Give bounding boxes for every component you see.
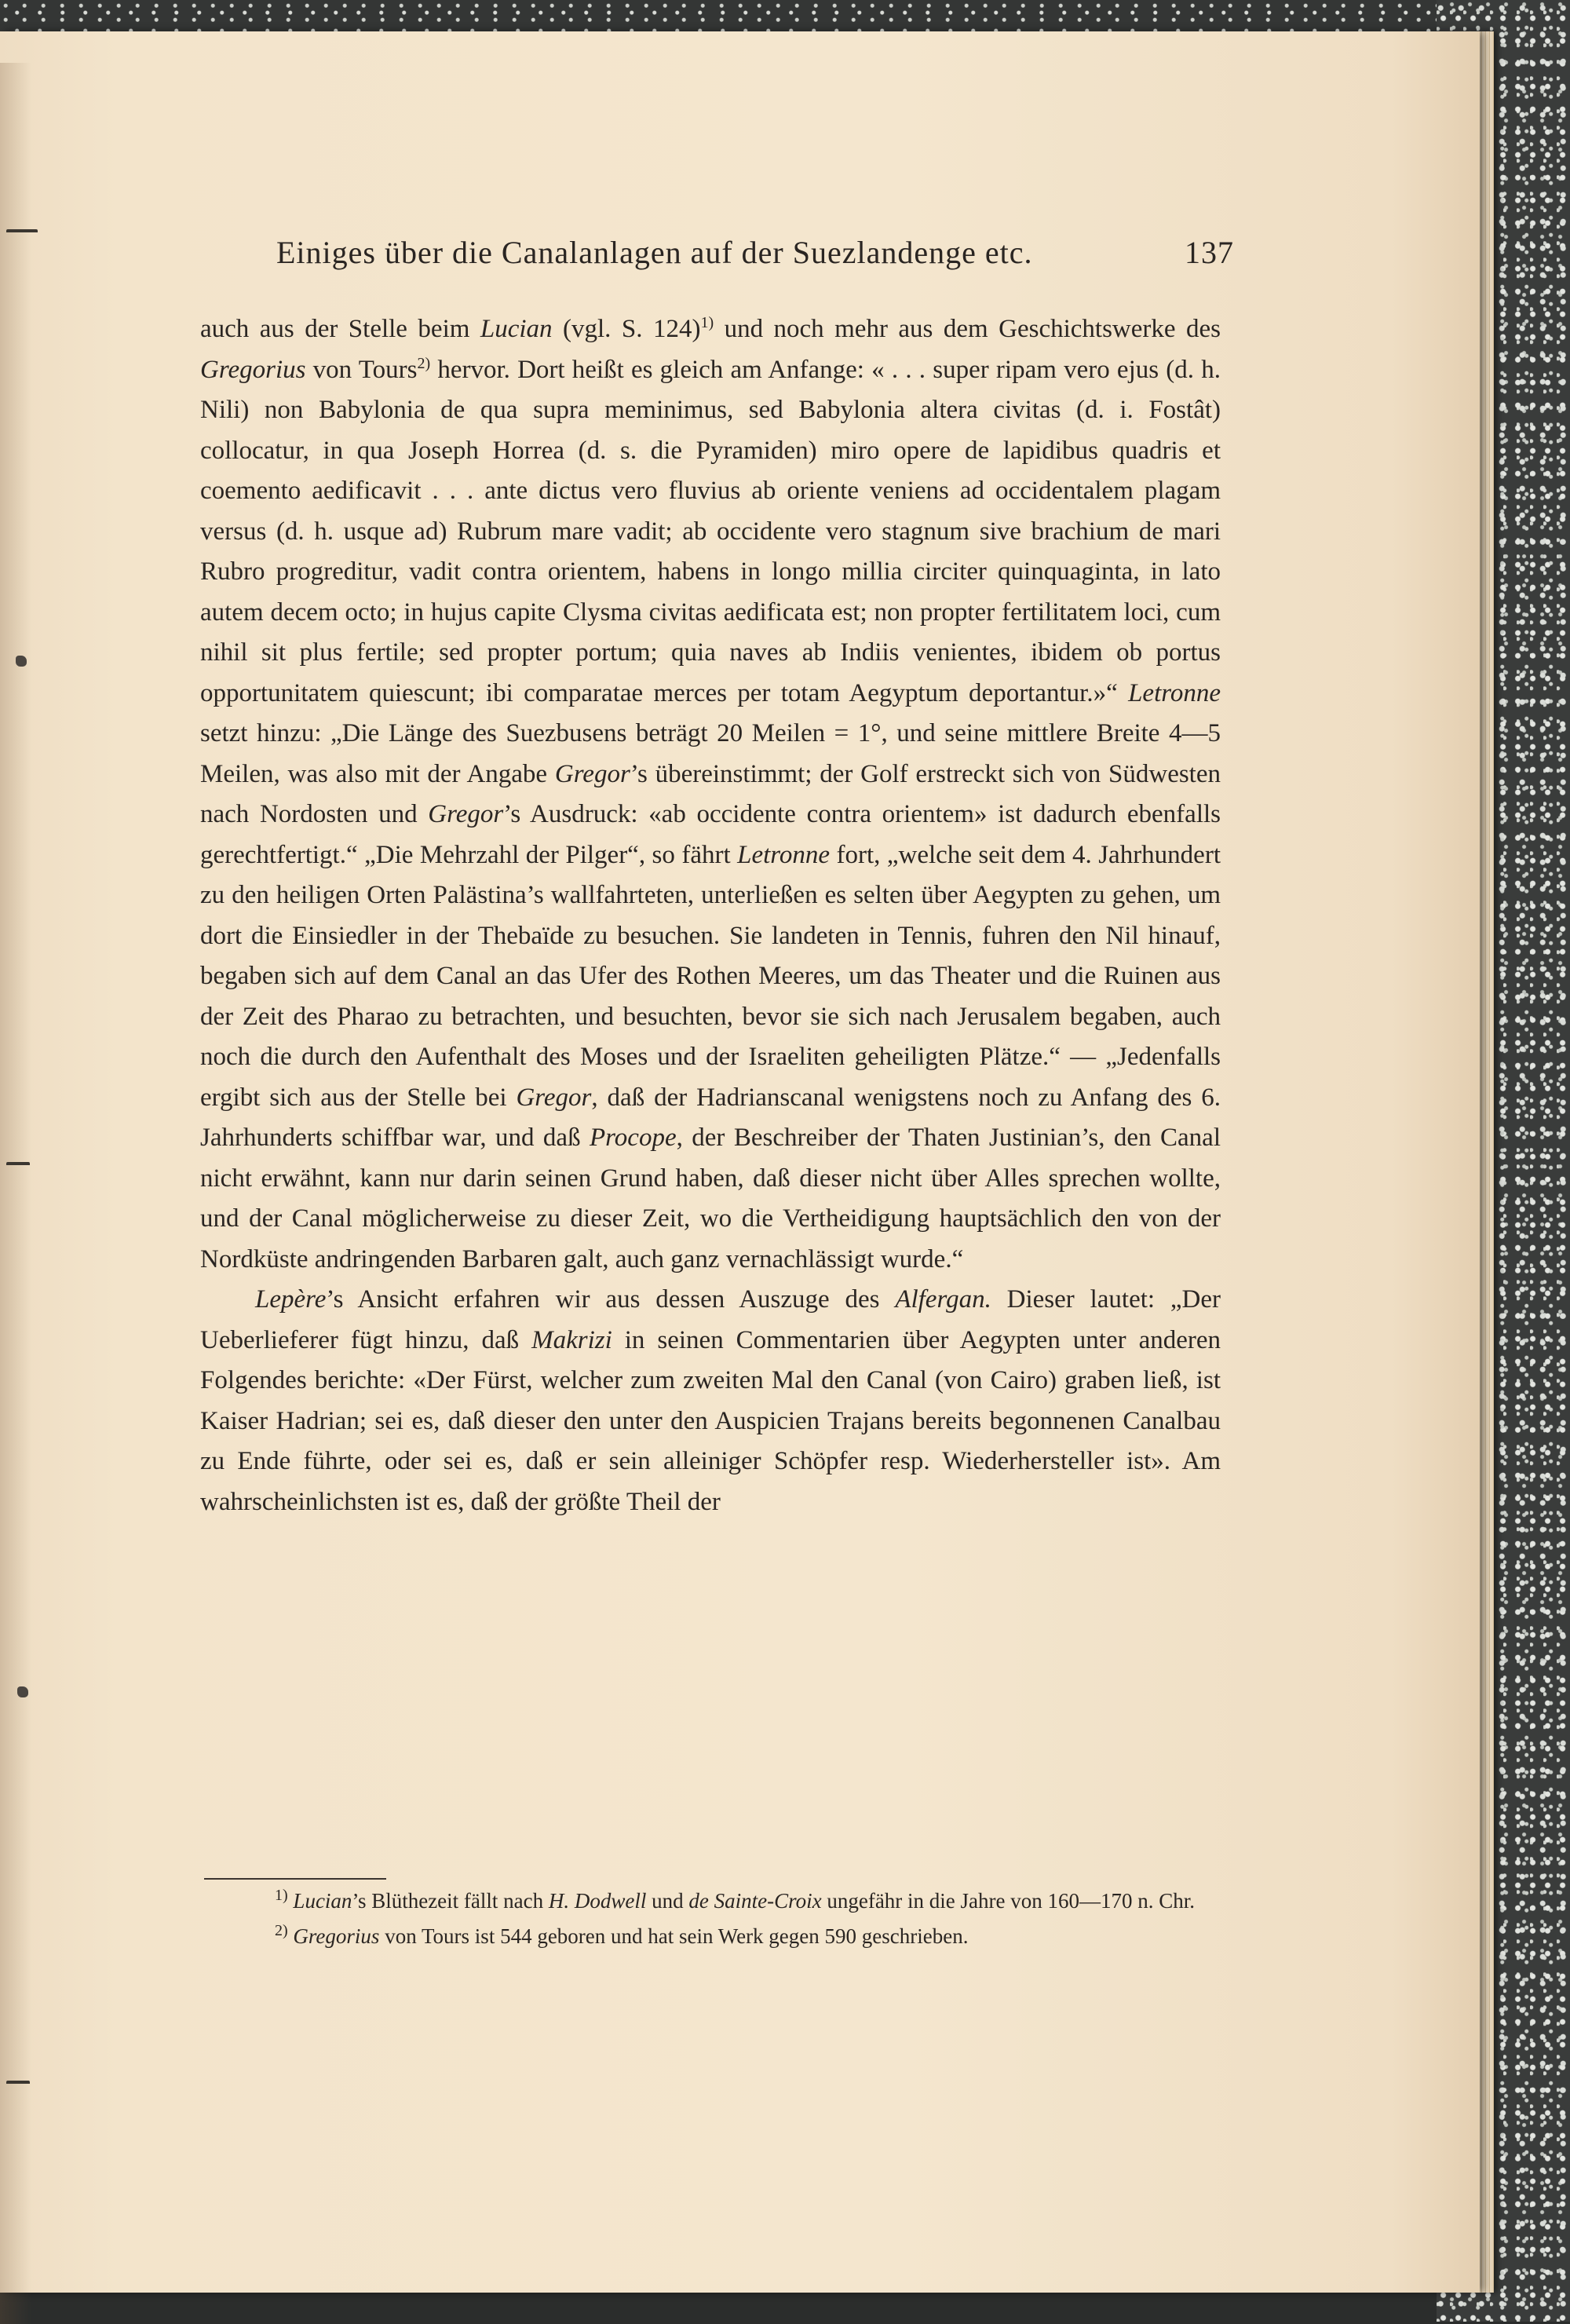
paragraph: auch aus der Stelle beim Lucian (vgl. S. 124)$^{1)}$ und noch mehr aus dem Geschichtswerke des Gregorius von Tours$^{2)}$ hervor. Dort heißt es gleich am Anfange: « . . . super ripam vero ejus (d. h. Nili) non Babylonia de qua supra meminimus, sed Babylonia altera civitas (d. i. Fostât) collocatur, in qua Joseph Horrea (d. s. die Pyramiden) miro opere de lapidibus quadris et coemento aedificavit . . . ante dictus vero fluvius ab oriente veniens ad occidentalem plagam versus (d. h. usque ad) Rubrum mare vadit; ab occidente vero stagnum sive brachium de mari Rubro progreditur, vadit contra orientem, habens in longo millia circiter quinquaginta, in lato autem decem octo; in hujus capite Clysma civitas aedificata est; non propter fertilitatem loci, cum nihil sit plus fertile; sed propter portum; quia naves ab Indiis venientes, ibidem ob portus opportunitatem quiescunt; ibi comparatae merces per totam Aegyptum deportantur.»“ Letronne setzt hinzu: „Die Länge des Suezbusens beträgt 20 Meilen = 1°, und seine mittlere Breite 4—5 Meilen, was also mit der Angabe Gregor’s übereinstimmt; der Golf erstreckt sich von Südwesten nach Nordosten und Gregor’s Ausdruck: «ab occidente contra orientem» ist dadurch ebenfalls gerechtfertigt.“ „Die Mehrzahl der Pilger“, so fährt Letronne fort, „welche seit dem 4. Jahrhundert zu den heiligen Orten Palästina’s wallfahrteten, unterließen es selten über Aegypten zu gehen, um dort die Einsiedler in der Thebaïde zu besuchen. Sie landeten in Tennis, fuhren den Nil hinauf, begaben sich auf dem Canal an das Ufer des Rothen Meeres, um das Theater und die Ruinen aus der Zeit des Pharao zu betrachten, und besuchten, bevor sie sich nach Jerusalem begaben, auch noch die durch den Aufenthalt des Moses und der Israeliten geheiligten Plätze.“ — „Jedenfalls ergibt sich aus der Stelle bei Gregor, daß der Hadrianscanal wenigstens noch zu Anfang des 6. Jahrhunderts schiffbar war, und daß Procope, der Beschreiber der Thaten Justinian’s, den Canal nicht erwähnt, kann nur darin seinen Grund haben, daß dieser nicht über Alles sprechen wollte, und der Canal möglicherweise zu dieser Zeit, wo die Vertheidigung hauptsächlich den von der Nordküste andringenden Barbaren galt, auch ganz vernachlässigt wurde.“ <box>200 314 1221 1273</box>
page-edge <box>1480 31 1494 2293</box>
footnote-1: $^{1)}$ Lucian’s Blüthezeit fällt nach H. Dodwell und de Sainte-Croix ungefähr in die Jahre von 160—170 n. Chr. <box>275 1887 1196 1913</box>
running-header <box>276 234 1234 271</box>
binding-stitch <box>6 229 38 237</box>
binding-stitch <box>6 1162 30 1170</box>
footnote-ref: 2) <box>417 354 431 372</box>
footnote-ref: 1) <box>700 314 714 331</box>
running-head-title: Einiges über die Canalanlagen auf der Suezlandenge etc. <box>276 235 1033 270</box>
binding-mark <box>17 1686 28 1697</box>
footnotes <box>203 1887 1223 1953</box>
page-gutter-shadow <box>0 63 31 2324</box>
paragraph: Lepère’s Ansicht erfahren wir aus dessen Auszuge des Alfergan. Dieser lautet: „Der Ueberlieferer fügt hinzu, daß Makrizi in seinen Commentarien über Aegypten unter anderen Folgendes berichte: «Der Fürst, welcher zum zweiten Mal den Canal (von Cairo) graben ließ, ist Kaiser Hadrian; sei es, daß dieser den unter den Auspicien Trajans bereits begonnenen Canalbau zu Ende führte, oder sei es, daß er sein alleiniger Schöpfer resp. Wiederhersteller ist». Am wahrscheinlichsten ist es, daß der größte Theil der <box>200 1285 1221 1516</box>
binding-mark <box>16 656 27 667</box>
footnote-2: $^{2)}$ Gregorius von Tours ist 544 geboren und hat sein Werk gegen 590 geschrieben. <box>275 1922 969 1948</box>
main-text <box>200 309 1221 1522</box>
footnote-rule <box>204 1878 386 1880</box>
page-number: 137 <box>1185 235 1234 270</box>
binding-stitch <box>6 2081 30 2088</box>
